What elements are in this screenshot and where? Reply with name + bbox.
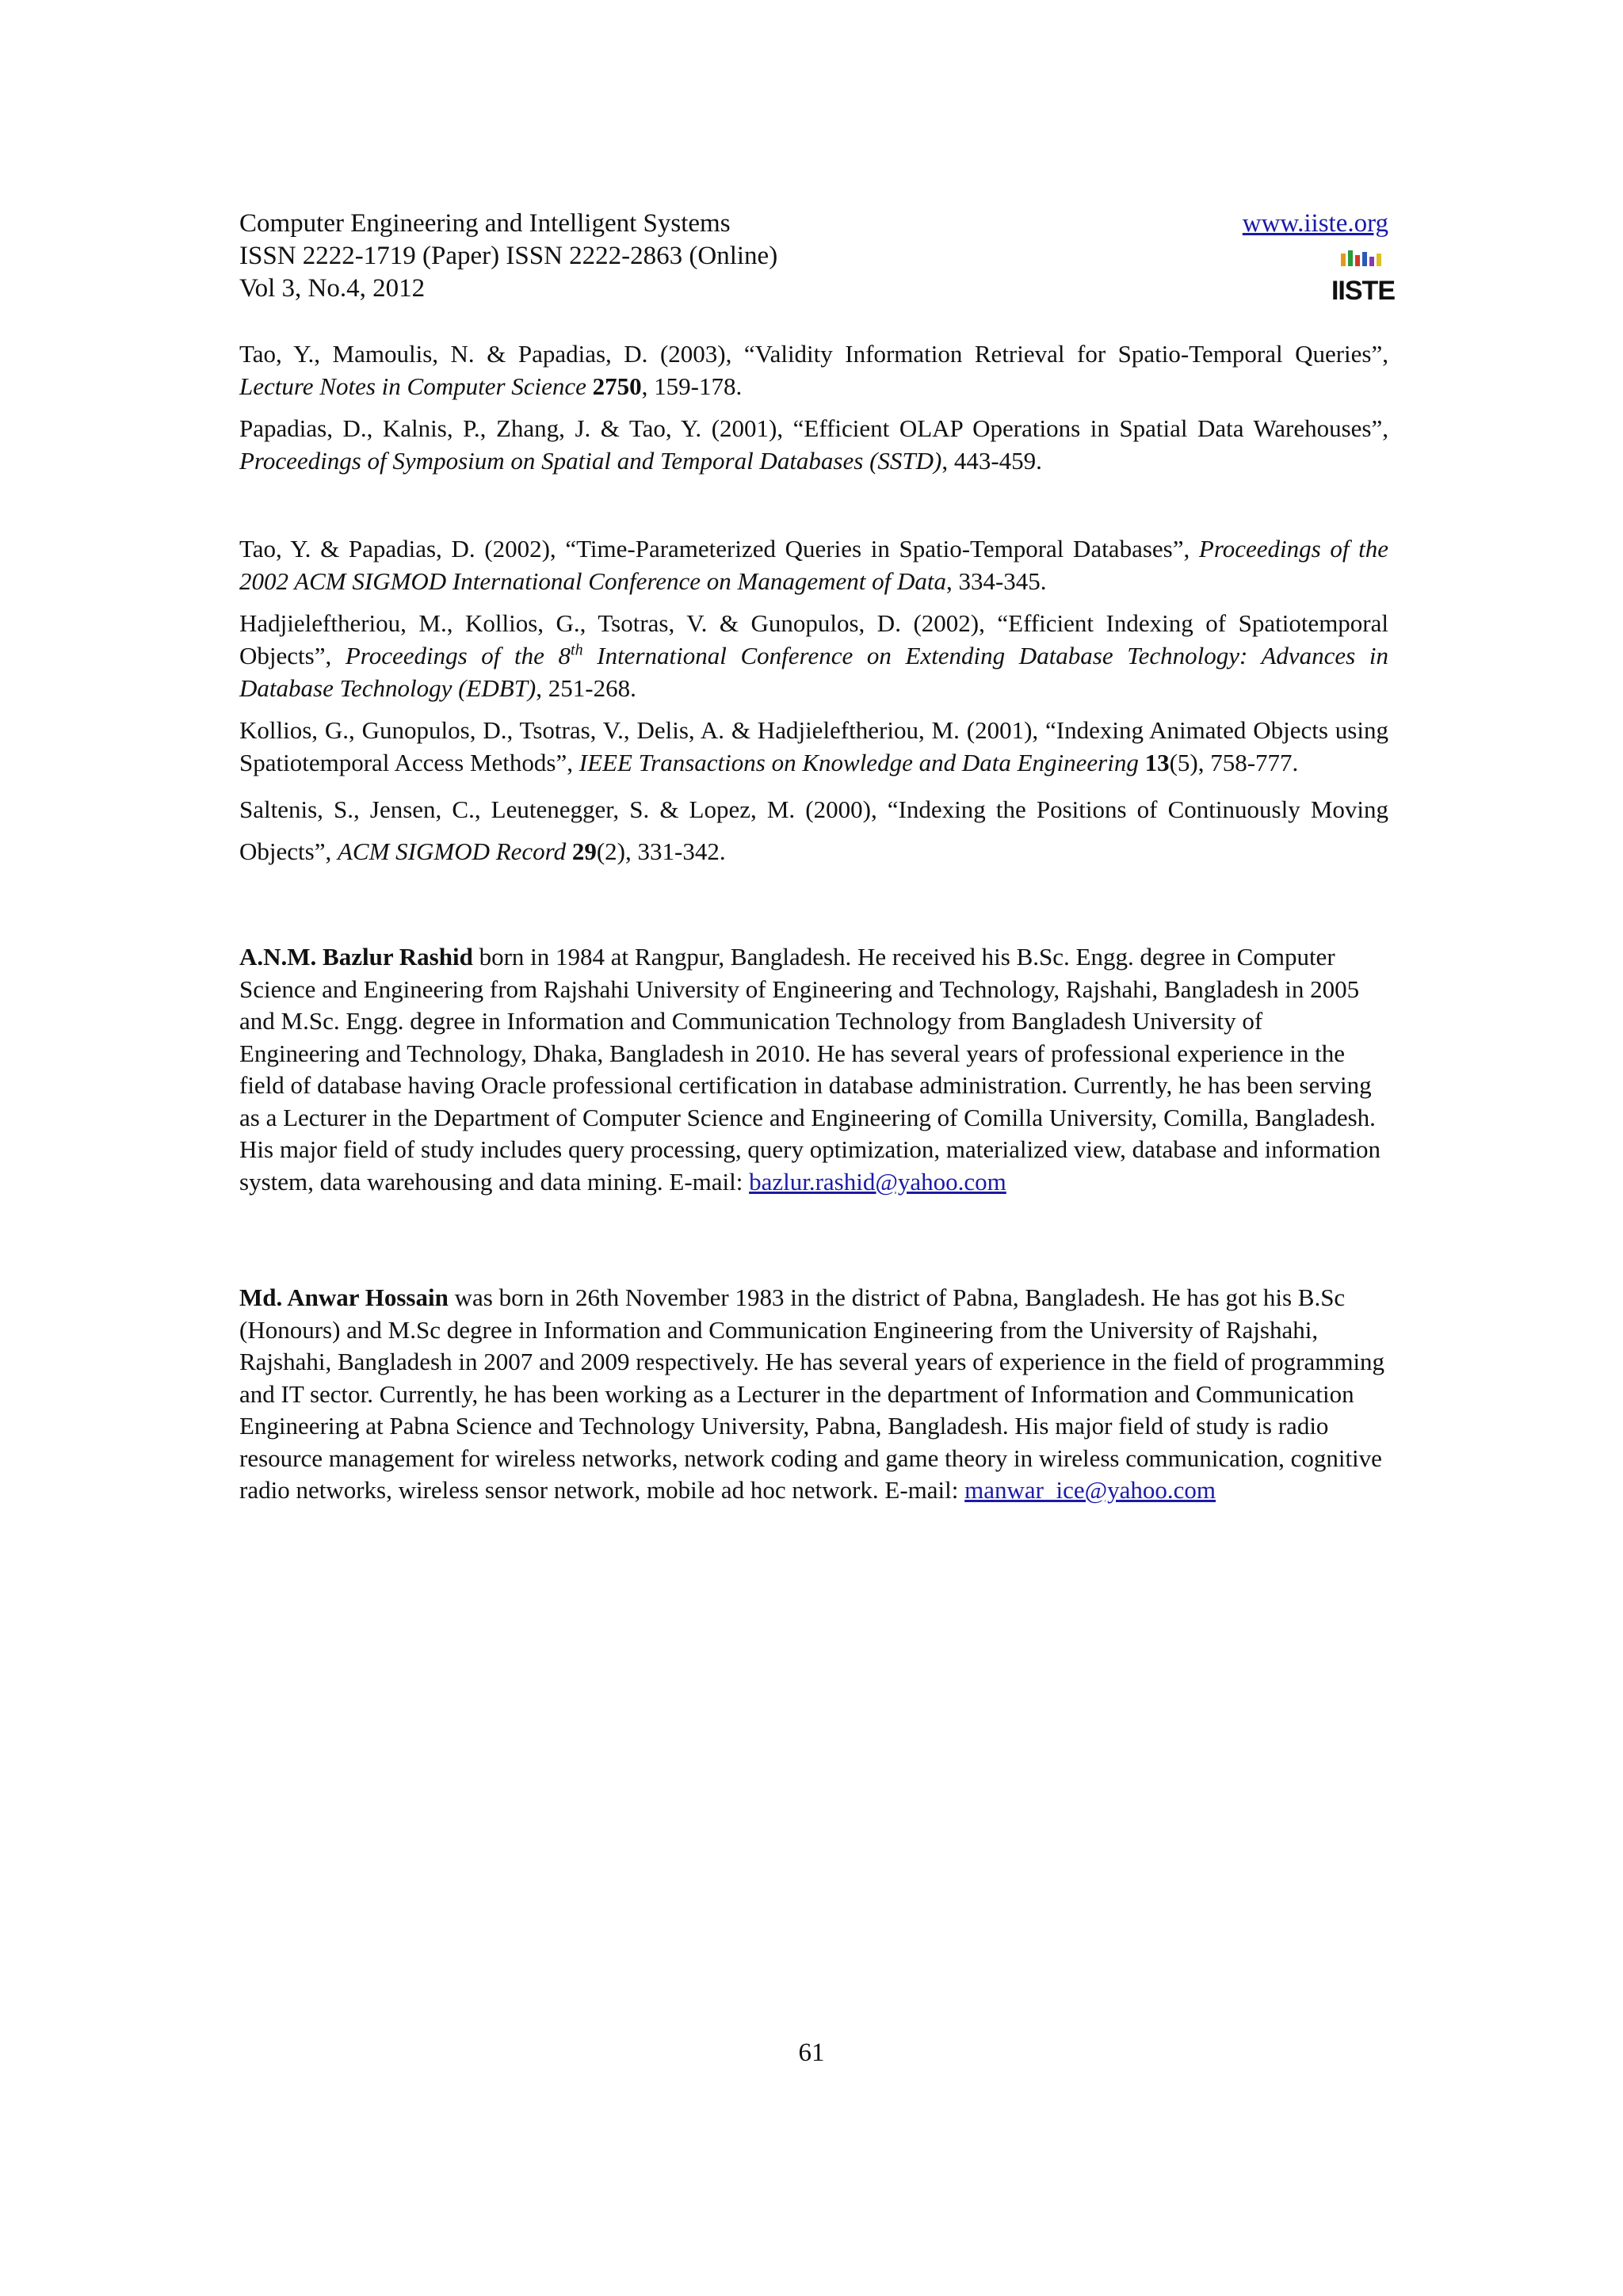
reference-item: Kollios, G., Gunopulos, D., Tsotras, V., Delis, A. & Hadjieleftheriou, M. (2001), “Indexing Animated Objects using Spatiotemporal Access Methods”, IEEE Transactions on Knowledge and Data Engineering 13(5), 758-777. <box>239 716 1388 776</box>
journal-header <box>239 208 1396 306</box>
journal-issn: ISSN 2222-1719 (Paper) ISSN 2222-2863 (Online) <box>239 242 778 270</box>
journal-title: Computer Engineering and Intelligent Systems <box>239 209 731 238</box>
iiste-logo <box>1331 249 1396 306</box>
email-link[interactable]: bazlur.rashid@yahoo.com <box>749 1167 1006 1196</box>
author-name: A.N.M. Bazlur Rashid <box>239 943 473 971</box>
reference-item: Hadjieleftheriou, M., Kollios, G., Tsotras, V. & Gunopulos, D. (2002), “Efficient Indexing of Spatiotemporal Objects”, Proceedings of the 8th International Conference on Extending Database Technology: Advances in Database Technology (EDBT), 251-268. <box>239 609 1388 702</box>
author-name: Md. Anwar Hossain <box>239 1283 449 1311</box>
email-link[interactable]: manwar_ice@yahoo.com <box>964 1476 1216 1504</box>
journal-volume: Vol 3, No.4, 2012 <box>239 274 426 303</box>
website-link[interactable]: www.iiste.org <box>1242 209 1388 238</box>
reference-item: Papadias, D., Kalnis, P., Zhang, J. & Tao, Y. (2001), “Efficient OLAP Operations in Spatial Data Warehouses”, Proceedings of Symposium on Spatial and Temporal Databases (SSTD), 443-459. <box>239 414 1388 475</box>
author-bio: A.N.M. Bazlur Rashid born in 1984 at Rangpur, Bangladesh. He received his B.Sc. Engg. degree in Computer Science and Engineering from Rajshahi University of Engineering and Technology, Rajshahi, Bangladesh in 2005 and M.Sc. Engg. degree in Information and Communication Technology from Bangladesh University of Engineering and Technology, Dhaka, Bangladesh in 2010. He has several years of professional experience in the field of database having Oracle professional certification in database administration. Currently, he has been serving as a Lecturer in the Department of Computer Science and Engineering of Comilla University, Comilla, Bangladesh. His major field of study includes query processing, query optimization, materialized view, database and information system, data warehousing and data mining. E-mail: bazlur.rashid@yahoo.com <box>239 943 1381 1196</box>
reference-item: Tao, Y. & Papadias, D. (2002), “Time-Parameterized Queries in Spatio-Temporal Databases”, Proceedings of the 2002 ACM SIGMOD International Conference on Management of Data, 334-345. <box>239 535 1388 595</box>
references-list <box>239 338 1388 872</box>
svg-text:IISTE: IISTE <box>1331 276 1396 306</box>
author-bio: Md. Anwar Hossain was born in 26th November 1983 in the district of Pabna, Bangladesh. He has got his B.Sc (Honours) and M.Sc degree in Information and Communication Engineering from the University of Rajshahi, Rajshahi, Bangladesh in 2007 and 2009 respectively. He has several years of experience in the field of programming and IT sector. Currently, he has been working as a Lecturer in the department of Information and Communication Engineering at Pabna Science and Technology University, Pabna, Bangladesh. His major field of study is radio resource management for wireless networks, network coding and game theory in wireless communication, cognitive radio networks, wireless sensor network, mobile ad hoc network. E-mail: manwar_ice@yahoo.com <box>239 1283 1385 1504</box>
reference-item: Saltenis, S., Jensen, C., Leutenegger, S. & Lopez, M. (2000), “Indexing the Positions of Continuously Moving Objects”, ACM SIGMOD Record 29(2), 331-342. <box>239 795 1388 865</box>
reference-item: Tao, Y., Mamoulis, N. & Papadias, D. (2003), “Validity Information Retrieval for Spatio-Temporal Queries”, Lecture Notes in Computer Science 2750, 159-178. <box>239 340 1388 400</box>
page-number: 61 <box>798 2039 825 2067</box>
